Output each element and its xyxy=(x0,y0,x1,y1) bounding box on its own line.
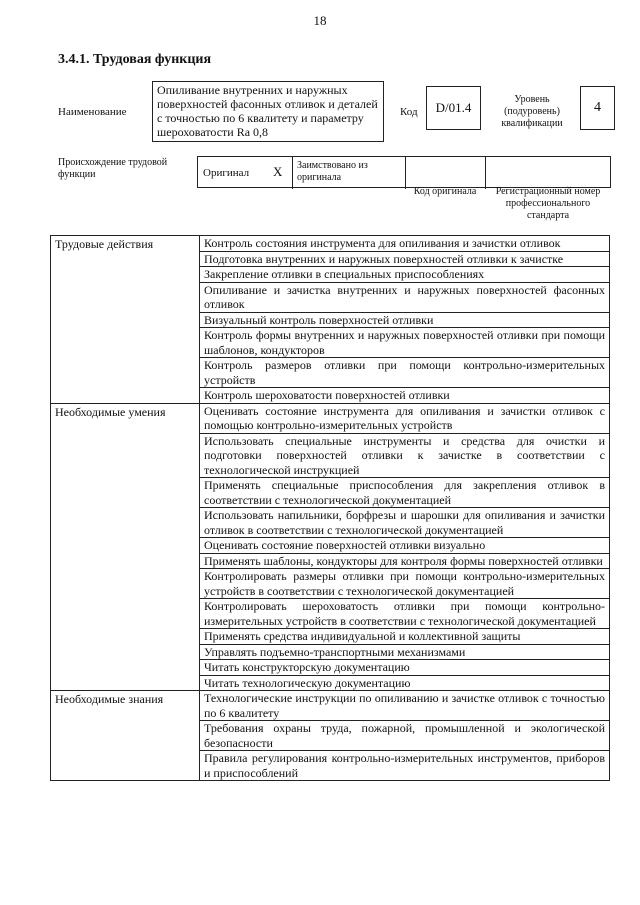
borrowed-label: Заимствовано из оригинала xyxy=(297,160,368,183)
skills-item: Применять средства индивидуальной и коллективной защиты xyxy=(200,629,610,645)
code-value: D/01.4 xyxy=(426,86,481,130)
knowledge-item: Технологические инструкции по опиливанию и зачистке отливок с точностью по 6 квалитету xyxy=(200,691,610,721)
labor-actions-item: Закрепление отливки в специальных приспособлениях xyxy=(200,267,610,283)
labor-actions-item: Опиливание и зачистка внутренних и наружных поверхностей фасонных отливок xyxy=(200,282,610,312)
skills-category: Необходимые умения xyxy=(51,403,200,691)
labor-actions-category: Трудовые действия xyxy=(51,236,200,404)
original-label: Оригинал xyxy=(203,167,250,179)
skills-item: Применять специальные приспособления для закрепления отливок в соответствии с технологической документацией xyxy=(200,478,610,508)
skills-item: Оценивать состояние поверхностей отливки визуально xyxy=(200,538,610,554)
labor-actions-item: Контроль состояния инструмента для опиливания и зачистки отливок xyxy=(200,236,610,252)
origin-label: Происхождение трудовой функции xyxy=(58,157,168,180)
level-value: 4 xyxy=(580,86,615,130)
registration-number-cell xyxy=(486,157,610,189)
labor-actions-item: Контроль размеров отливки при помощи контрольно-измерительных устройств xyxy=(200,358,610,388)
knowledge-item: Правила регулирования контрольно-измерительных инструментов, приборов и приспособлений xyxy=(200,751,610,781)
level-label: Уровень (подуровень) квалификации xyxy=(501,94,563,129)
skills-item: Оценивать состояние инструмента для опиливания и зачистки отливок с помощью контрольно-измерительных устройств xyxy=(200,403,610,433)
knowledge-item: Требования охраны труда, пожарной, промышленной и экологической безопасности xyxy=(200,721,610,751)
table-row xyxy=(51,403,610,433)
skills-item: Применять шаблоны, кондукторы для контроля формы поверхностей отливки xyxy=(200,553,610,569)
origin-row xyxy=(197,156,611,188)
table-row xyxy=(51,236,610,252)
original-cell xyxy=(198,157,293,189)
original-code-cell xyxy=(406,157,486,189)
labor-actions-item: Визуальный контроль поверхностей отливки xyxy=(200,312,610,328)
section-title: 3.4.1. Трудовая функция xyxy=(58,52,212,67)
labor-actions-item: Контроль формы внутренних и наружных поверхностей отливки при помощи шаблонов, кондукторов xyxy=(200,328,610,358)
name-label: Наименование xyxy=(58,106,127,118)
competency-table xyxy=(50,235,610,781)
labor-actions-item: Подготовка внутренних и наружных поверхностей отливки к зачистке xyxy=(200,251,610,267)
labor-actions-item: Контроль шероховатости поверхностей отливки xyxy=(200,388,610,404)
skills-item: Читать технологическую документацию xyxy=(200,675,610,691)
skills-item: Читать конструкторскую документацию xyxy=(200,660,610,676)
skills-item: Управлять подъемно-транспортными механизмами xyxy=(200,644,610,660)
borrowed-cell xyxy=(293,157,406,189)
skills-item: Использовать специальные инструменты и средства для очистки и подготовки поверхностей отливки к зачистке в соответствии с технологической инструкцией xyxy=(200,433,610,478)
knowledge-category: Необходимые знания xyxy=(51,691,200,781)
code-label: Код xyxy=(400,106,418,118)
code-original-caption: Код оригинала xyxy=(413,186,477,197)
skills-item: Контролировать размеры отливки при помощи контрольно-измерительных устройств в соответствии с технологической документацией xyxy=(200,569,610,599)
skills-item: Использовать напильники, борфрезы и шарошки для опиливания и зачистки отливок в соответствии с технологической документацией xyxy=(200,508,610,538)
registration-number-caption: Регистрационный номер профессионального стандарта xyxy=(495,186,601,221)
page-number: 18 xyxy=(313,13,327,28)
function-name: Опиливание внутренних и наружных поверхностей фасонных отливок и деталей с точностью по 6 квалитету и параметру шероховатости Ra 0,8 xyxy=(152,81,384,142)
skills-item: Контролировать шероховатость отливки при помощи контрольно-измерительных устройств в соответствии с технологической документацией xyxy=(200,599,610,629)
original-mark: X xyxy=(273,164,283,179)
table-row xyxy=(51,691,610,721)
